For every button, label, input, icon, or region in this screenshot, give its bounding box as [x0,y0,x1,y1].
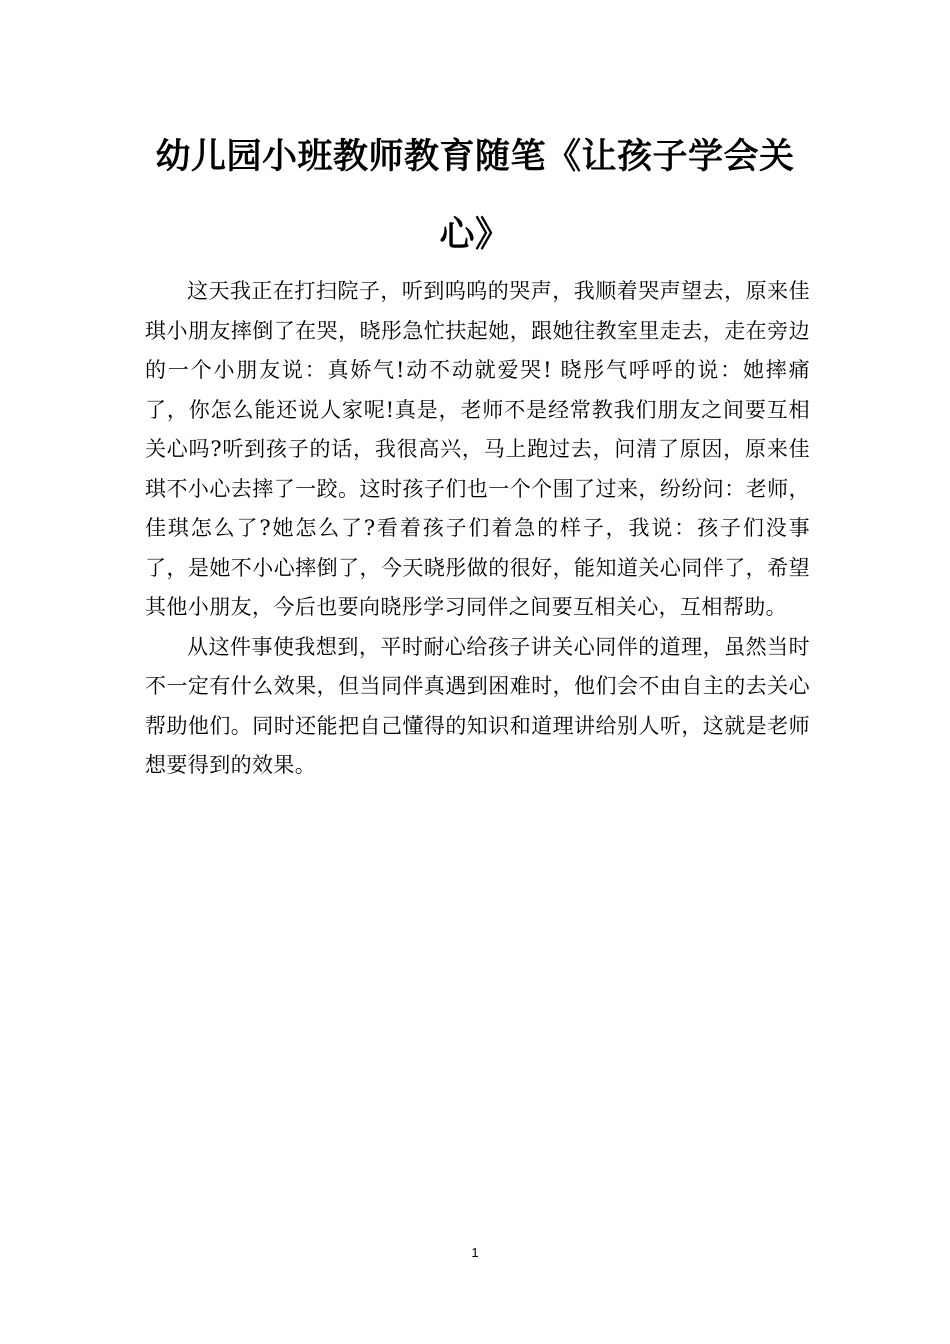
title-line-1: 幼儿园小班教师教育随笔《让孩子学会关 [155,137,795,177]
document-title [145,118,805,274]
title-line-2: 心》 [439,215,511,255]
paragraph-1: 这天我正在打扫院子，听到呜呜的哭声，我顺着哭声望去，原来佳琪小朋友摔倒了在哭，晓彤急忙扶起她，跟她往教室里走去，走在旁边的一个小朋友说：真娇气!动不动就爱哭! 晓彤气呼呼的说：她摔痛了，你怎么能还说人家呢!真是，老师不是经常教我们朋友之间要互相关心吗?听到孩子的话，我很高兴，马上跑过去，问清了原因，原来佳琪不小心去摔了一跤。这时孩子们也一个个围了过来，纷纷问：老师，佳琪怎么了?她怎么了?看着孩子们着急的样子，我说：孩子们没事了，是她不小心摔倒了，今天晓彤做的很好，能知道关心同伴了，希望其他小朋友，今后也要向晓彤学习同伴之间要互相关心，互相帮助。 [145,279,810,619]
paragraph-2: 从这件事使我想到，平时耐心给孩子讲关心同伴的道理，虽然当时不一定有什么效果，但当同伴真遇到困难时，他们会不由自主的去关心帮助他们。同时还能把自己懂得的知识和道理讲给别人听，这就是老师想要得到的效果。 [145,634,810,777]
document-body [145,272,810,786]
page-number: 1 [471,1245,479,1260]
